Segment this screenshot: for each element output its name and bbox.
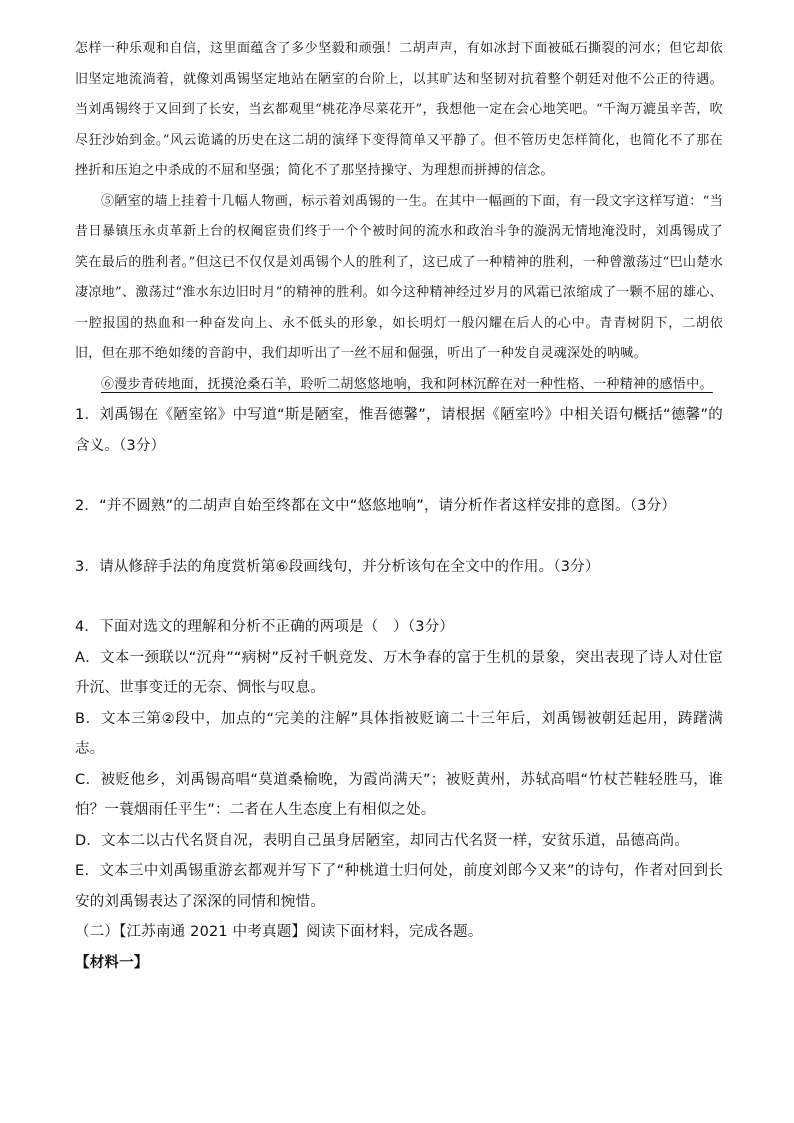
answer-space-2 xyxy=(75,522,723,552)
option-a: A．文本一颈联以“沉舟”“病树”反衬千帆竞发、万木争春的富于生机的景象，突出表现了诗人对仕宦升沉、世事变迁的无奈、惆怅与叹息。 xyxy=(75,649,723,696)
option-e: E．文本三中刘禹锡重游玄都观并写下了“种桃道士归何处，前度刘郎今又来”的诗句，作者对回到长安的刘禹锡表达了深深的同情和惋惜。 xyxy=(75,863,723,910)
material-label: 【材料一】 xyxy=(75,954,149,971)
option-c: C．被贬他乡，刘禹锡高唱“莫道桑榆晚，为霞尚满天”；被贬黄州，苏轼高唱“竹杖芒鞋轻胜马，谁怕？一蓑烟雨任平生”：二者在人生态度上有相似之处。 xyxy=(75,771,723,818)
answer-space-3 xyxy=(75,582,723,612)
question-2: 2．“并不圆熟”的二胡声自始至终都在文中“悠悠地响”，请分析作者这样安排的意图。（3分） xyxy=(75,498,677,514)
passage-paragraph-6 xyxy=(75,370,723,401)
section-heading: （二）【江苏南通 2021 中考真题】阅读下面材料，完成各题。 xyxy=(75,924,483,940)
document-page xyxy=(75,34,723,978)
option-d: D．文本二以古代名贤自况，表明自己虽身居陋室，却同古代名贤一样，安贫乐道，品德高尚。 xyxy=(75,832,690,849)
option-b: B．文本三第②段中，加点的“完美的注解”具体指被贬谪二十三年后，刘禹锡被朝廷起用，踌躇满志。 xyxy=(75,710,723,757)
answer-space-1 xyxy=(75,461,723,491)
passage-paragraph-5: ⑤陋室的墙上挂着十几幅人物画，标示着刘禹锡的一生。在其中一幅画的下面，有一段文字这样写道：“当昔日暴镇压永贞革新上台的权阉宦贵们终于一个个被时间的流水和政治斗争的漩涡无情地淹没时，刘禹锡成了笑在最后的胜利者。”但这已不仅仅是刘禹锡个人的胜利了，这已成了一种精神的胜利，一种曾激荡过“巴山楚水凄凉地”、激荡过“淮水东边旧时月”的精神的胜利。如今这种精神经过岁月的风霜已浓缩成了一颗不屈的雄心、一腔报国的热血和一种奋发向上、永不低头的形象，如长明灯一般闪耀在后人的心中。青青树阴下，二胡依旧，但在那不绝如缕的音韵中，我们却听出了一丝不屈和倔强，听出了一种发自灵魂深处的呐喊。 xyxy=(75,193,723,361)
question-1: 1．刘禹锡在《陋室铭》中写道“斯是陋室，惟吾德馨”，请根据《陋室吟》中相关语句概括“德馨”的含义。（3分） xyxy=(75,407,723,454)
question-4: 4．下面对选文的理解和分析不正确的两项是（ ）（3分） xyxy=(75,619,455,635)
question-3: 3．请从修辞手法的角度赏析第⑥段画线句，并分析该句在全文中的作用。（3分） xyxy=(75,558,600,575)
passage-paragraph-4: 怎样一种乐观和自信，这里面蕴含了多少坚毅和顽强！二胡声声，有如冰封下面被砥石撕裂的河水；但它却依旧坚定地流淌着，就像刘禹锡坚定地站在陋室的台阶上，以其旷达和坚韧对抗着整个朝廷对他不公正的待遇。当刘禹锡终于又回到了长安，当玄都观里“桃花净尽菜花开”，我想他一定在会心地笑吧。“千淘万漉虽辛苦，吹尽狂沙始到金。”风云诡谲的历史在这二胡的演绎下变得简单又平静了。但不管历史怎样简化，也简化不了那在挫折和压迫之中杀成的不屈和坚强；简化不了那坚持操守、为理想而拼搏的信念。 xyxy=(75,41,723,178)
underlined-sentence: ⑥漫步青砖地面，抚摸沧桑石羊，聆听二胡悠悠地响，我和阿林沉醉在对一种性格、一种精神的感悟中。 xyxy=(101,376,713,392)
